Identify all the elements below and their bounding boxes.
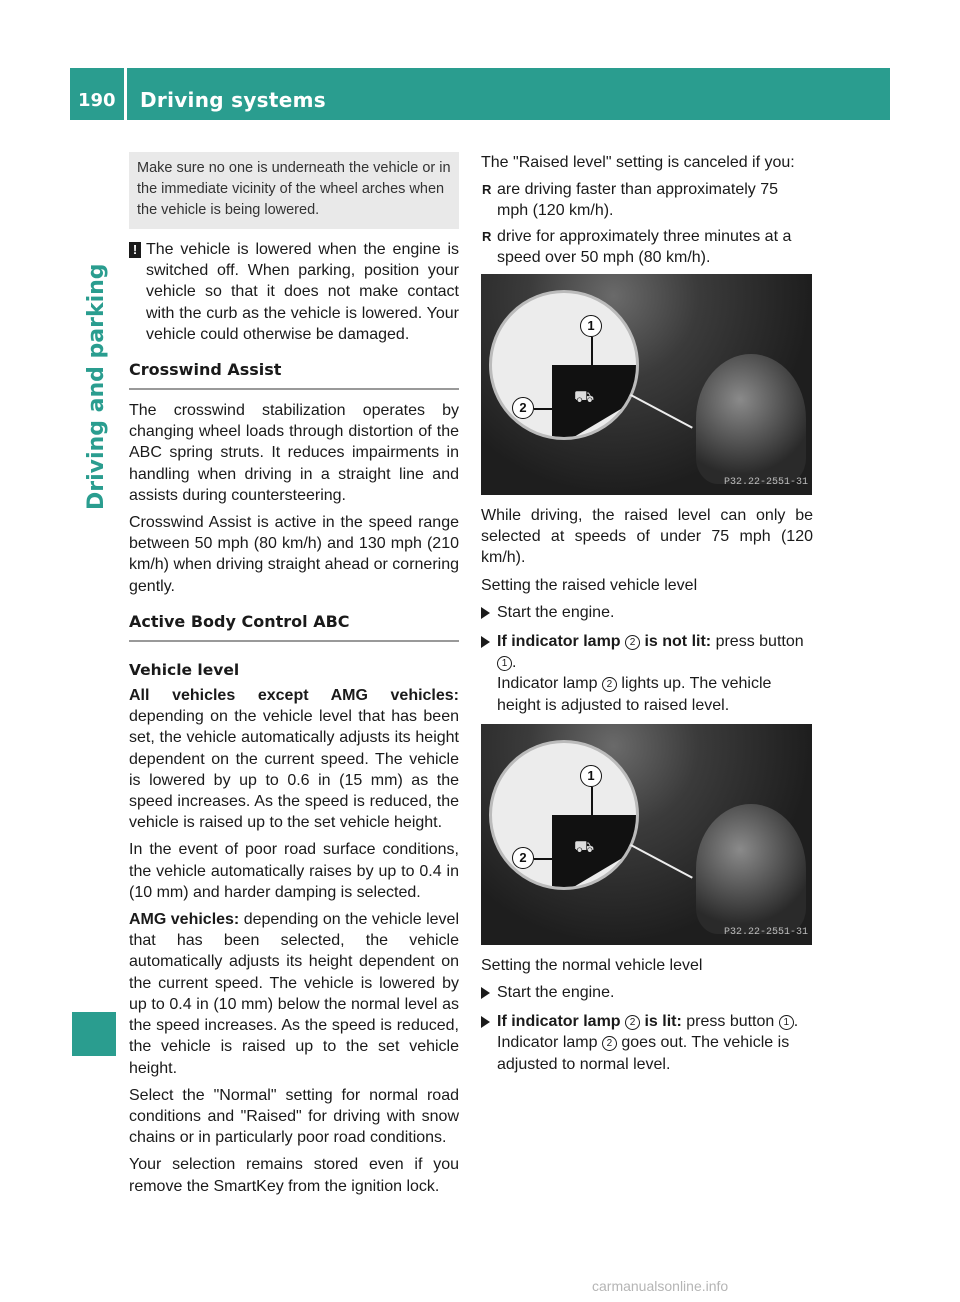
notice-text: The vehicle is lowered when the engine is switched off. When parking, position your vehicle so that it does not make contact with the curb as the vehicle is lowered. Your vehicle could otherwise be damaged. bbox=[146, 241, 459, 343]
select-paragraph: Select the "Normal" setting for normal road conditions and "Raised" for driving with snow chains or in particularly poor road conditions. bbox=[129, 1086, 459, 1147]
control-panel-photo-1 bbox=[481, 274, 812, 495]
step-start-engine-1: Start the engine. bbox=[481, 602, 813, 623]
vehicle-level-icon: ⛟ bbox=[574, 838, 595, 856]
amg-lead: AMG vehicles: bbox=[129, 911, 240, 929]
callout-2: 2 bbox=[512, 847, 534, 869]
step-arrow-icon bbox=[481, 987, 490, 999]
header-divider bbox=[124, 68, 127, 120]
canceled-intro: The "Raised level" setting is canceled if you: bbox=[481, 154, 795, 171]
indicator-2-icon: 2 bbox=[602, 1036, 617, 1051]
normal-heading: Setting the normal vehicle level bbox=[481, 956, 703, 974]
crosswind-heading: Crosswind Assist bbox=[129, 359, 459, 390]
side-tab-marker bbox=[72, 1012, 116, 1056]
watermark: carmanualsonline.info bbox=[592, 1278, 729, 1294]
poor-road-paragraph: In the event of poor road surface conditions, the vehicle automatically raises by up to 0.4 in (10 mm) and harder damping is selected. bbox=[129, 841, 459, 901]
all-vehicles-paragraph bbox=[129, 685, 459, 833]
section-title: Driving systems bbox=[140, 88, 326, 112]
step-normal: If indicator lamp 2 is lit: press button 1 . Indicator lamp 2 goes out. The vehicle is adjusted to normal level. bbox=[481, 1011, 813, 1075]
cancel-list bbox=[481, 179, 813, 268]
raised-heading: Setting the raised vehicle level bbox=[481, 576, 698, 594]
vehicle-level-heading: Vehicle level bbox=[129, 660, 240, 679]
exclamation-icon: ! bbox=[129, 242, 141, 258]
control-panel-photo-2 bbox=[481, 724, 812, 945]
notice bbox=[129, 239, 459, 345]
photo-code: P32.22-2551-31 bbox=[723, 926, 808, 938]
photo-code: P32.22-2551-31 bbox=[723, 476, 808, 488]
abc-heading: Active Body Control ABC bbox=[129, 611, 459, 642]
step-start-engine-2: Start the engine. bbox=[481, 982, 813, 1003]
indicator-2-icon: 2 bbox=[602, 677, 617, 692]
indicator-2-icon: 2 bbox=[625, 635, 640, 650]
callout-1: 1 bbox=[580, 315, 602, 337]
controller-knob bbox=[696, 804, 806, 934]
indicator-2-icon: 2 bbox=[625, 1015, 640, 1030]
crosswind-paragraph-1: The crosswind stabilization operates by changing wheel loads through distortion of the ABC spring struts. It reduces impairments in handling when driving in a straight line and assists during countersteering. bbox=[129, 402, 459, 504]
left-column bbox=[129, 152, 459, 1203]
side-tab-label: Driving and parking bbox=[84, 263, 109, 510]
list-item: R are driving faster than approximately 75 mph (120 km/h). bbox=[481, 179, 813, 221]
all-vehicles-text: depending on the vehicle level that has been set, the vehicle automatically adjusts its height dependent on the current speed. The vehicle is lowered by up to 0.6 in (15 mm) as the speed increases. As the speed is reduced, the vehicle is raised up to the set vehicle height. bbox=[129, 708, 459, 832]
right-column bbox=[481, 152, 813, 1083]
vehicle-level-icon: ⛟ bbox=[574, 389, 595, 407]
zoom-inset bbox=[489, 740, 639, 890]
all-vehicles-lead: All vehicles except AMG vehicles: bbox=[129, 687, 459, 705]
button-1-icon: 1 bbox=[779, 1015, 794, 1030]
zoom-inset bbox=[489, 290, 639, 440]
warning-box: Make sure no one is underneath the vehicle or in the immediate vicinity of the wheel arches when the vehicle is being lowered. bbox=[129, 152, 459, 229]
amg-text: depending on the vehicle level that has been selected, the vehicle automatically adjusts its height dependent on the current speed. The vehicle is lowered by up to 0.4 in (10 mm) below the normal level as the speed increases. As the speed is reduced, the vehicle is raised up to the set vehicle height. bbox=[129, 911, 459, 1077]
controller-knob bbox=[696, 354, 806, 484]
while-driving-paragraph: While driving, the raised level can only be selected at speeds of under 75 mph (120 km/h). bbox=[481, 507, 813, 567]
step-arrow-icon bbox=[481, 607, 490, 619]
step-raise: If indicator lamp 2 is not lit: press button 1 . Indicator lamp 2 lights up. The vehicle height is adjusted to raised level. bbox=[481, 631, 813, 716]
page-number: 190 bbox=[78, 90, 116, 111]
crosswind-paragraph-2: Crosswind Assist is active in the speed range between 50 mph (80 km/h) and 130 mph (210 km/h) when driving straight ahead or cornering gently. bbox=[129, 514, 459, 595]
callout-2: 2 bbox=[512, 397, 534, 419]
amg-paragraph bbox=[129, 909, 459, 1079]
step-arrow-icon bbox=[481, 1016, 490, 1028]
stored-paragraph: Your selection remains stored even if you remove the SmartKey from the ignition lock. bbox=[129, 1156, 459, 1195]
callout-1: 1 bbox=[580, 765, 602, 787]
button-1-icon: 1 bbox=[497, 656, 512, 671]
step-arrow-icon bbox=[481, 636, 490, 648]
list-item: R drive for approximately three minutes at a speed over 50 mph (80 km/h). bbox=[481, 226, 813, 268]
